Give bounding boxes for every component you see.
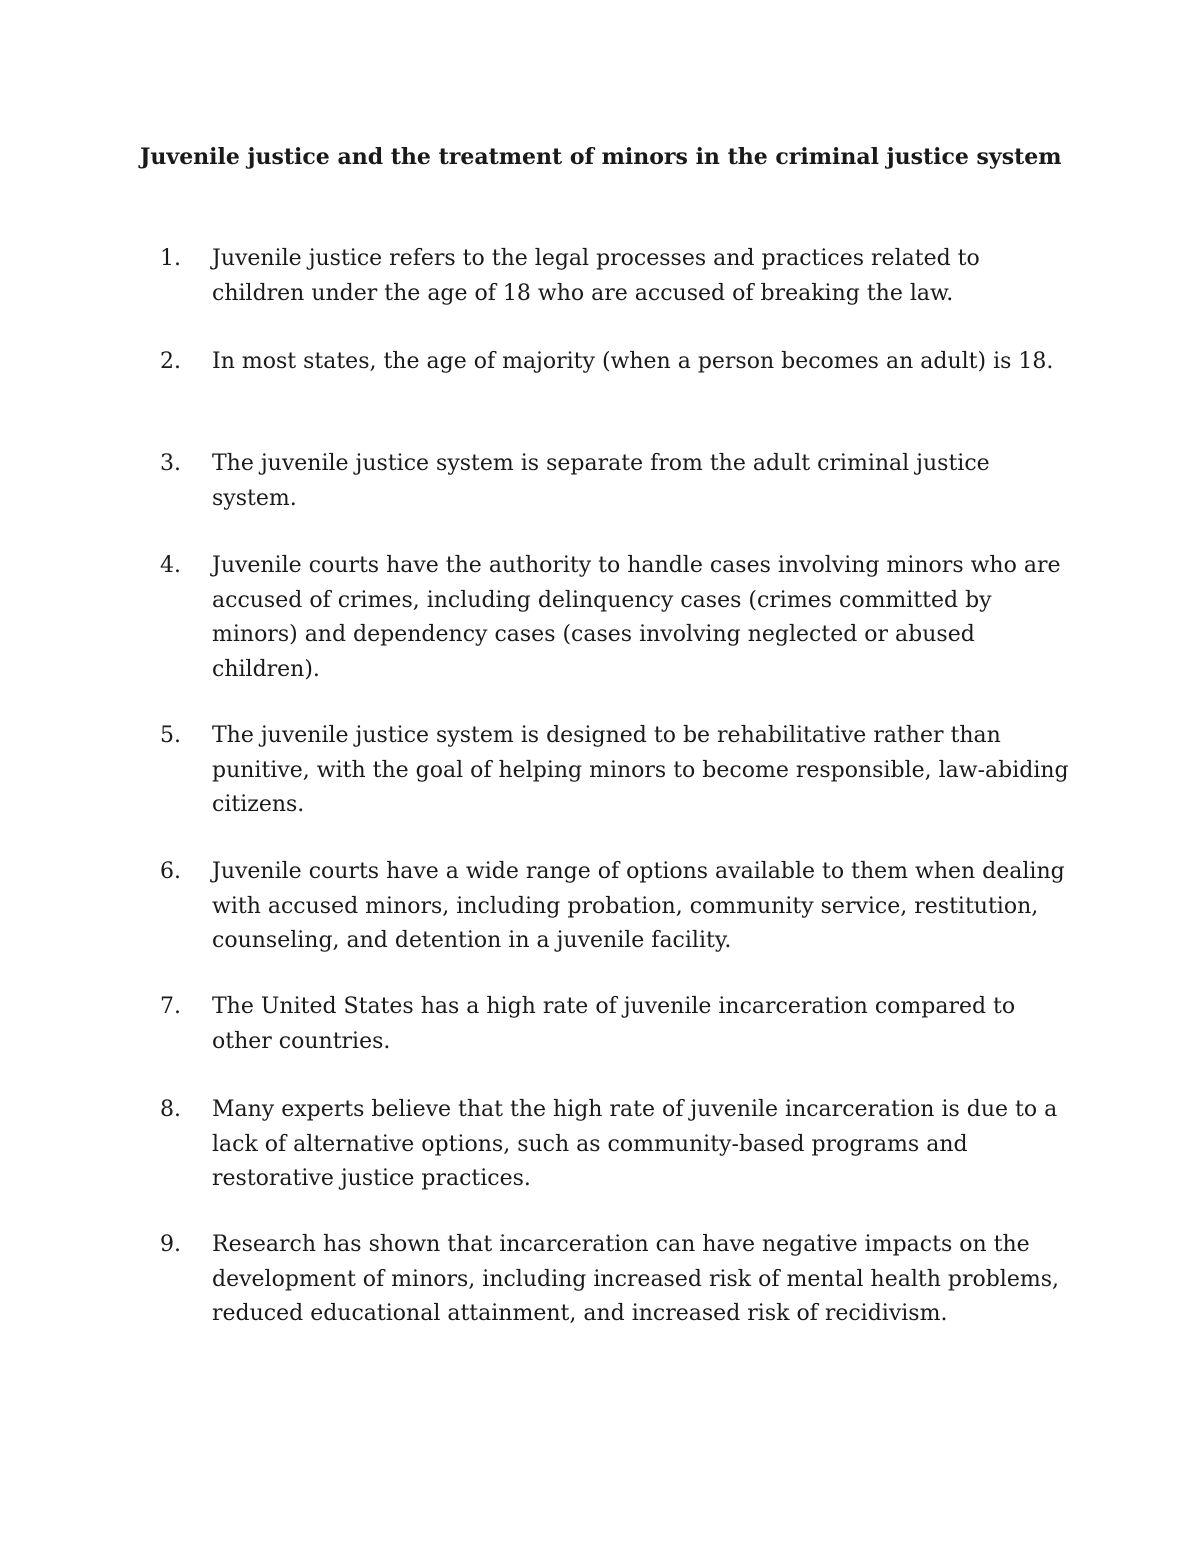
list-item-number: 6. (160, 859, 181, 884)
list-item-number: 2. (160, 349, 181, 374)
list-item-text: Juvenile courts have a wide range of options available to them when dealing with accused minors, including probation, community service, restitution, counseling, and detention in a juvenile facility. (212, 859, 1065, 953)
list-item-number: 8. (160, 1097, 181, 1122)
list-item-text: The United States has a high rate of juvenile incarceration compared to other countries. (212, 994, 1016, 1054)
list-item-text: Research has shown that incarceration can have negative impacts on the development of minors, including increased risk of mental health problems, reduced educational attainment, and increased risk of recidivism. (212, 1232, 1059, 1326)
list-item-number: 1. (160, 246, 181, 271)
list-item-text: The juvenile justice system is separate from the adult criminal justice system. (212, 451, 990, 511)
list-item-text: In most states, the age of majority (when a person becomes an adult) is 18. (212, 349, 1054, 374)
document-title: Juvenile justice and the treatment of minors in the criminal justice system (140, 144, 1062, 170)
list-item-number: 3. (160, 451, 181, 476)
list-item-number: 5. (160, 723, 181, 748)
list-item-number: 9. (160, 1232, 181, 1257)
list-item-text: Juvenile justice refers to the legal processes and practices related to children under the age of 18 who are accused of breaking the law. (212, 246, 980, 306)
list-item-number: 4. (160, 553, 181, 578)
list-item-text: The juvenile justice system is designed to be rehabilitative rather than punitive, with the goal of helping minors to become responsible, law-abiding citizens. (212, 723, 1069, 817)
list-item-number: 7. (160, 994, 181, 1019)
list-item-text: Juvenile courts have the authority to handle cases involving minors who are accused of crimes, including delinquency cases (crimes committed by minors) and dependency cases (cases involving neglected or abused children). (212, 553, 1061, 682)
list-item-text: Many experts believe that the high rate of juvenile incarceration is due to a lack of alternative options, such as community-based programs and restorative justice practices. (212, 1097, 1058, 1191)
